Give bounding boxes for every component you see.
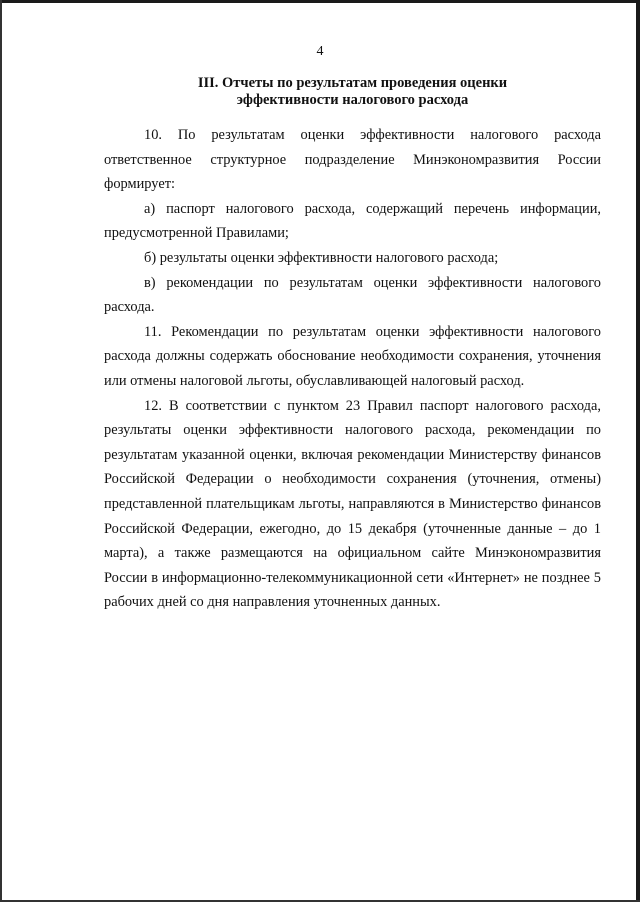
document-body [104, 123, 601, 615]
scan-edge-left [0, 0, 2, 902]
scan-edge-top [0, 0, 640, 3]
paragraph-10-b: б) результаты оценки эффективности налогового расхода; [144, 249, 499, 266]
page-number: 4 [316, 44, 324, 59]
paragraph-11: 11. Рекомендации по результатам оценки эффективности налогового расхода должны содержать обоснование необходимости сохранения, уточнения или отмены налоговой льготы, обуславливающей налоговый расход. [104, 323, 601, 389]
paragraph-10: 10. По результатам оценки эффективности налогового расхода ответственное структурное подразделение Минэкономразвития России формирует: [104, 127, 601, 193]
section-heading [104, 75, 601, 109]
paragraph-10-c: в) рекомендации по результатам оценки эффективности налогового расхода. [104, 274, 601, 316]
paragraph-12: 12. В соответствии с пунктом 23 Правил паспорт налогового расхода, результаты оценки эффективности налогового расхода, рекомендации по результатам указанной оценки, включая рекомендации Министерству финансов Российской Федерации о необходимости сохранения (уточнения, отмены) представленной плательщикам льготы, направляются в Министерство финансов Российской Федерации, ежегодно, до 15 декабря (уточненные данные – до 1 марта), а также размещаются на официальном сайте Минэкономразвития России в информационно-телекоммуникационной сети «Интернет» не позднее 5 рабочих дней со дня направления уточненных данных. [104, 397, 601, 611]
section-heading-line-2: эффективности налогового расхода [236, 92, 469, 108]
scan-edge-right [636, 0, 640, 902]
paragraph-10-a: а) паспорт налогового расхода, содержащий перечень информации, предусмотренной Правилами; [104, 200, 601, 242]
section-heading-line-1: III. Отчеты по результатам проведения оценки [197, 75, 508, 91]
